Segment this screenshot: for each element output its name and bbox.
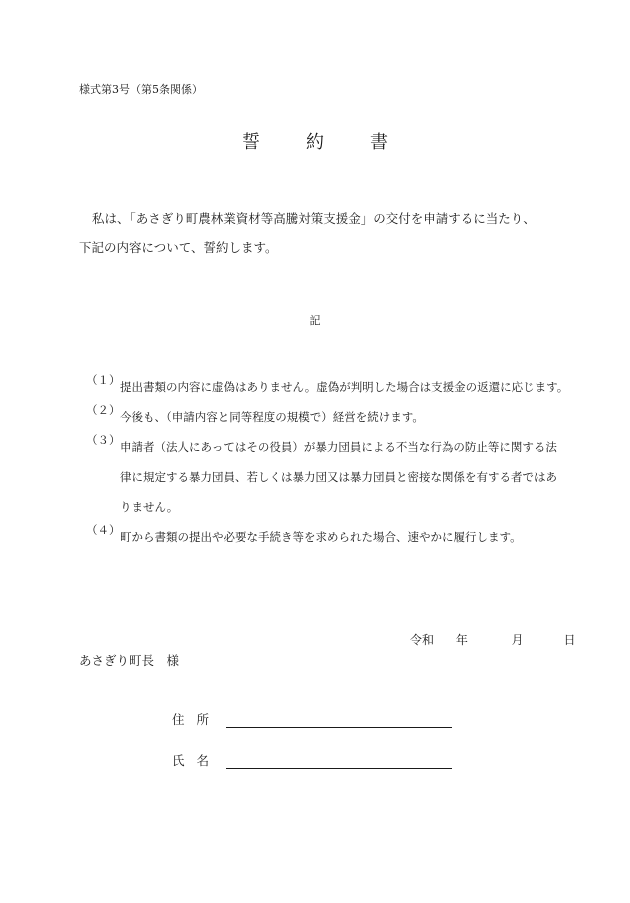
pledge-statement-line: 下記の内容について、誓約します。 [79, 240, 278, 255]
date-era: 令和 [410, 633, 435, 647]
pledge-item-text: 今後も、（申請内容と同等程度の規模で）経営を続けます。 [120, 410, 424, 424]
pledge-statement-line: 私は、「あさぎり町農林業資材等高騰対策支援金」の交付を申請するに当たり、 [92, 211, 536, 226]
pledge-item-text: 申請者（法人にあってはその役員）が暴力団員による不当な行為の防止等に関する法 [120, 440, 557, 454]
pledge-item [86, 402, 586, 432]
date-line [410, 631, 576, 648]
date-year-label: 年 [455, 633, 468, 647]
name-field [172, 751, 452, 769]
pledge-item-number: （１） [86, 373, 121, 387]
record-heading: 記 [309, 314, 321, 327]
document-title: 誓 約 書 [242, 132, 402, 153]
pledge-item-text: 提出書類の内容に虚偽はありません。虚偽が判明した場合は支援金の返還に応じます。 [120, 380, 569, 394]
pledge-statement [79, 204, 579, 262]
addressee: あさぎり町長 様 [79, 653, 180, 668]
name-label: 氏名 [172, 753, 222, 768]
pledge-items-list [86, 372, 586, 552]
date-day-label: 日 [563, 633, 576, 647]
form-number: 様式第3号（第5条関係） [79, 83, 203, 96]
address-blank-line [226, 713, 452, 728]
pledge-item-text: りません。 [120, 500, 179, 514]
pledge-item-number: （４） [86, 523, 121, 537]
pledge-item-number: （３） [86, 433, 121, 447]
address-field [172, 710, 452, 728]
date-month-label: 月 [511, 633, 524, 647]
pledge-item-text: 町から書類の提出や必要な手続き等を求められた場合、速やかに履行します。 [120, 530, 522, 544]
pledge-item [86, 522, 586, 552]
name-blank-line [226, 754, 452, 769]
pledge-item [86, 432, 586, 522]
pledge-item [86, 372, 586, 402]
pledge-item-number: （２） [86, 403, 121, 417]
pledge-item-text: 律に規定する暴力団員、若しくは暴力団又は暴力団員と密接な関係を有する者ではあ [120, 470, 557, 484]
address-label: 住所 [172, 712, 222, 727]
